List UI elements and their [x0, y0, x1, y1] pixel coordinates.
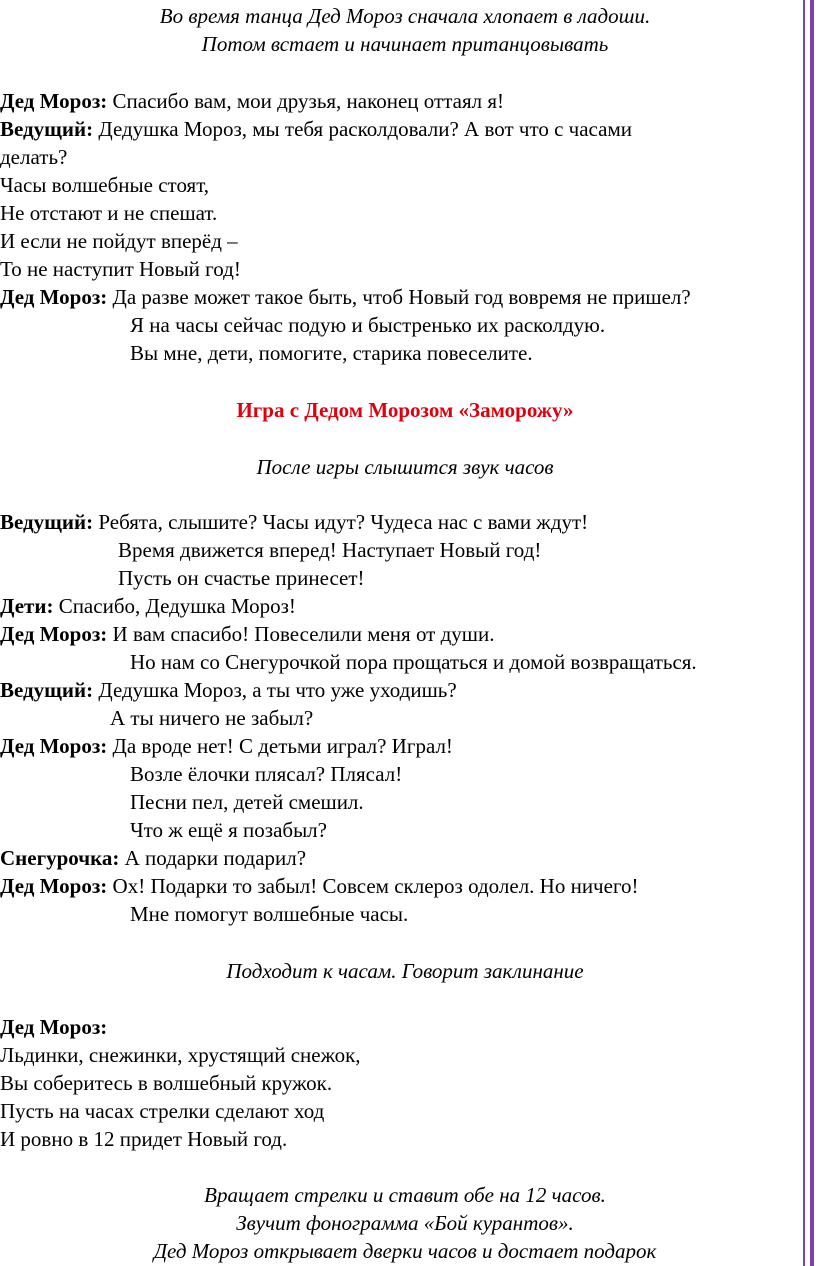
speaker: Снегурочка: [0, 846, 120, 870]
stage-direction: Вращает стрелки и ставит обе на 12 часов. [204, 1183, 606, 1207]
dialogue-line [0, 872, 639, 900]
speaker: Ведущий: [0, 117, 94, 141]
dialogue-line [0, 87, 504, 115]
text-line: делать? [0, 145, 68, 169]
text-line: Но нам со Снегурочкой пора прощаться и домой возвращаться. [130, 650, 697, 674]
stage-direction: Подходит к часам. Говорит заклинание [226, 959, 584, 983]
dialogue-line [0, 283, 691, 311]
dialogue-line [0, 620, 494, 648]
dialogue-line [0, 844, 306, 872]
speaker: Дед Мороз: [0, 285, 108, 309]
dialogue-line [0, 732, 453, 760]
stage-direction: Во время танца Дед Мороз сначала хлопает в ладоши. [159, 4, 651, 28]
speech: Ребята, слышите? Часы идут? Чудеса нас с вами ждут! [93, 510, 589, 534]
speech: Дедушка Мороз, а ты что уже уходишь? [93, 678, 457, 702]
text-line: Льдинки, снежинки, хрустящий снежок, [0, 1043, 361, 1067]
speaker: Дед Мороз: [0, 89, 108, 113]
speech: Ох! Подарки то забыл! Совсем склероз одолел. Но ничего! [107, 874, 639, 898]
text-line: Время движется вперед! Наступает Новый год! [118, 538, 542, 562]
speaker: Ведущий: [0, 678, 94, 702]
dialogue-line [0, 676, 457, 704]
speech: А подарки подарил? [119, 846, 307, 870]
text-line: И если не пойдут вперёд – [0, 229, 238, 253]
text-line: Вы соберитесь в волшебный кружок. [0, 1071, 333, 1095]
text-line: Я на часы сейчас подую и быстренько их расколдую. [130, 313, 606, 337]
text-line: Вы мне, дети, помогите, старика повеселите. [130, 341, 533, 365]
page-border-inner [803, 0, 805, 1266]
text-line: Не отстают и не спешат. [0, 201, 218, 225]
text-line: Песни пел, детей смешил. [130, 790, 364, 814]
text-line: И ровно в 12 придет Новый год. [0, 1127, 288, 1151]
speaker: Дед Мороз: [0, 734, 108, 758]
stage-direction: Дед Мороз открывает дверки часов и достает подарок [153, 1239, 657, 1263]
speech: Спасибо, Дедушка Мороз! [53, 594, 296, 618]
text-line: Мне помогут волшебные часы. [130, 902, 409, 926]
speaker: Дед Мороз: [0, 622, 108, 646]
game-title: Игра с Дедом Морозом «Заморожу» [236, 398, 574, 422]
dialogue-line [0, 508, 588, 536]
dialogue-line [0, 592, 296, 620]
speech: И вам спасибо! Повеселили меня от души. [107, 622, 495, 646]
speaker: Дед Мороз: [0, 874, 108, 898]
text-line: Пусть на часах стрелки сделают ход [0, 1099, 325, 1123]
text-line: То не наступит Новый год! [0, 257, 241, 281]
speech: Да вроде нет! С детьми играл? Играл! [107, 734, 453, 758]
speaker: Ведущий: [0, 510, 94, 534]
stage-direction: После игры слышится звук часов [256, 455, 554, 479]
stage-direction: Звучит фонограмма «Бой курантов». [236, 1211, 574, 1235]
stage-direction: Потом встает и начинает пританцовывать [201, 32, 609, 56]
dialogue-line [0, 115, 632, 143]
text-line: Пусть он счастье принесет! [118, 566, 365, 590]
text-line: Часы волшебные стоят, [0, 173, 210, 197]
page-border-outer [810, 0, 814, 1266]
speech: Спасибо вам, мои друзья, наконец оттаял я! [107, 89, 504, 113]
speaker: Дед Мороз: [0, 1015, 108, 1039]
speaker: Дети: [0, 594, 54, 618]
text-line: А ты ничего не забыл? [110, 706, 314, 730]
text-line: Что ж ещё я позабыл? [130, 818, 327, 842]
speech: Дедушка Мороз, мы тебя расколдовали? А вот что с часами [93, 117, 632, 141]
text-line: Возле ёлочки плясал? Плясал! [130, 762, 403, 786]
speech: Да разве может такое быть, чтоб Новый год вовремя не пришел? [107, 285, 691, 309]
